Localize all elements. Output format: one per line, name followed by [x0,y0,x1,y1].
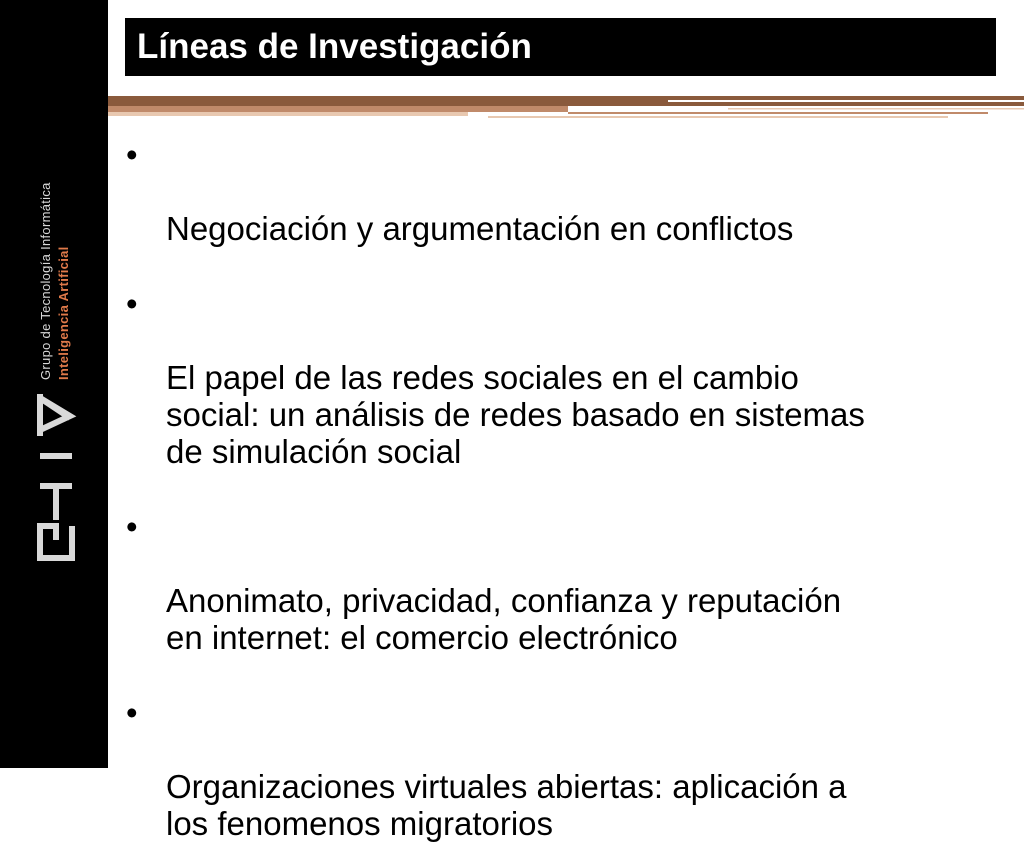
group-subtitle-text: Inteligencia Artificial [56,246,71,380]
gtiia-logo [30,390,78,570]
bullet-text: Negociación y argumentación en conflictos [166,210,794,247]
bullet-item [126,508,1016,656]
group-tagline [34,118,74,380]
bullet-item [126,136,1016,247]
bullet-marker: • [126,136,138,173]
bullet-text: Organizaciones virtuales abiertas: aplicación a los fenomenos migratorios [166,768,847,842]
bullet-marker: • [126,694,138,731]
bullet-marker: • [126,508,138,545]
title-bar [125,18,996,76]
bullet-list [126,136,1016,842]
decorative-stripes [108,94,1024,126]
slide-title: Líneas de Investigación [137,27,532,66]
sidebar [0,0,108,768]
bullet-text: El papel de las redes sociales en el cambio social: un análisis de redes basado en sistemas de simulación social [166,359,865,470]
bullet-item [126,285,1016,470]
bullet-item [126,694,1016,842]
bullet-text: Anonimato, privacidad, confianza y reputación en internet: el comercio electrónico [166,582,842,656]
bullet-marker: • [126,285,138,322]
group-name-text: Grupo de Tecnología Informática [38,182,53,380]
